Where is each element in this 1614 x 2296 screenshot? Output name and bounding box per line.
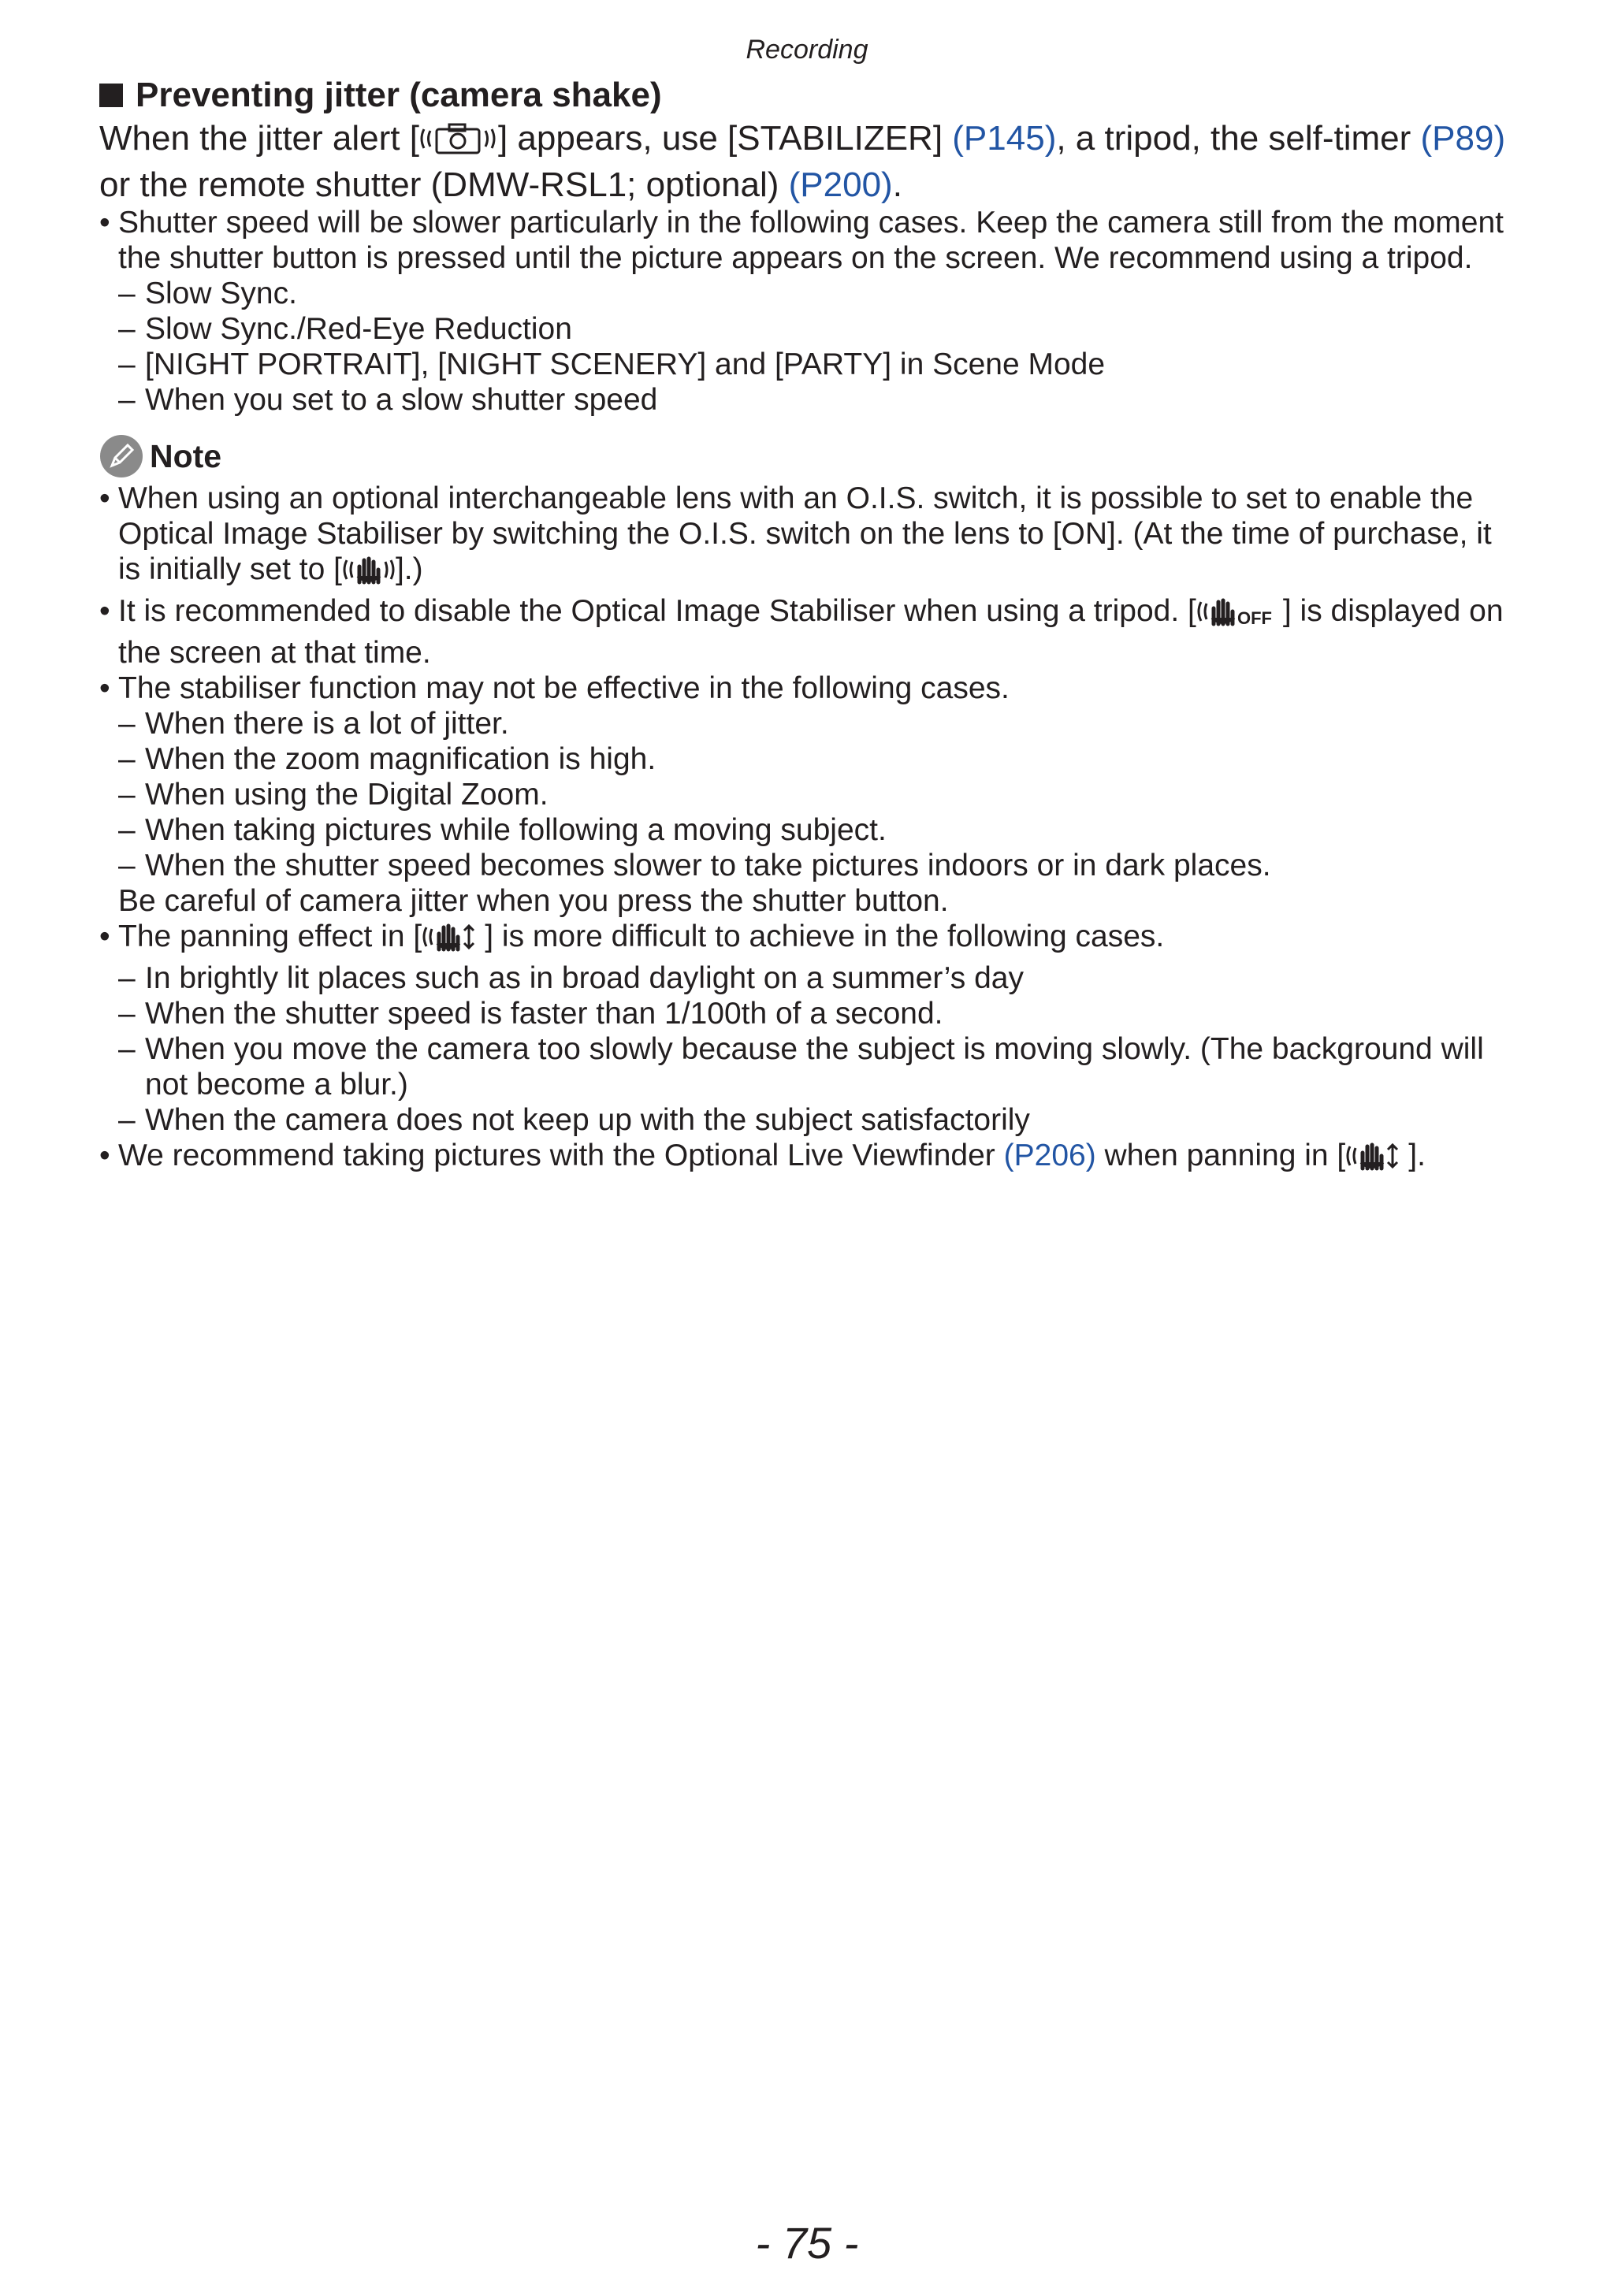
list-item: – When the zoom magnification is high.: [99, 741, 1518, 777]
list-item: – When you move the camera too slowly because the subject is moving slowly. (The background will not become a blur.): [99, 1031, 1518, 1102]
list-item: – When using the Digital Zoom.: [99, 777, 1518, 812]
section-title-text: Preventing jitter (camera shake): [136, 76, 662, 114]
link-p200[interactable]: (P200): [788, 165, 893, 204]
note-pencil-icon: [99, 434, 143, 478]
intro-text-5: .: [892, 165, 902, 204]
list-item: • We recommend taking pictures with the Optional Live Viewfinder (P206) when panning in [ ].: [99, 1138, 1518, 1180]
running-header: Recording: [746, 35, 868, 65]
stabilizer-on-icon: [342, 554, 396, 593]
list-item: • The panning effect in [ ] is more difficult to achieve in the following cases. – In brightly lit places such as in broad daylight on a summer’s day – When the shutter speed is faster than 1/100th of a second. – When you move the camera too slowly because the subject is moving slowly. (The background will not become a blur.) – When the camera does not keep up with the subject satisfactorily: [99, 919, 1518, 1138]
note-list: [99, 481, 1518, 1180]
square-bullet-icon: [99, 84, 123, 107]
list-item: [99, 205, 1518, 418]
list-item: – When the shutter speed is faster than 1/100th of a second.: [99, 996, 1518, 1031]
stabilizer-panning-icon: [1345, 1140, 1408, 1180]
continuation-text: Be careful of camera jitter when you press the shutter button.: [118, 884, 949, 918]
list-item: – When there is a lot of jitter.: [99, 706, 1518, 741]
list-item: • When using an optional interchangeable lens with an O.I.S. switch, it is possible to set to enable the Optical Image Stabiliser by switching the O.I.S. switch on the lens to [ON]. (At the time of purchase, it is initially set to [ ].): [99, 481, 1518, 593]
shutter-speed-list: [99, 205, 1518, 418]
intro-paragraph: [99, 118, 1518, 205]
list-item: – [NIGHT PORTRAIT], [NIGHT SCENERY] and [PARTY] in Scene Mode: [99, 347, 1518, 382]
list-item: – In brightly lit places such as in broad daylight on a summer’s day: [99, 960, 1518, 996]
link-p145[interactable]: (P145): [952, 119, 1057, 158]
note-heading: [99, 432, 1518, 481]
svg-text:OFF: OFF: [1237, 608, 1272, 627]
list-item: – When the camera does not keep up with the subject satisfactorily: [99, 1102, 1518, 1138]
list-item: – When you set to a slow shutter speed: [99, 382, 1518, 418]
page-content: [99, 72, 1518, 1180]
bullet-text: Shutter speed will be slower particularly in the following cases. Keep the camera still from the moment the shutter button is pressed until the picture appears on the screen. We recommend using a tripod.: [118, 206, 1504, 275]
intro-text-1: When the jitter alert [: [99, 119, 419, 158]
page-number: - 75 -: [755, 2218, 859, 2268]
list-item: – Slow Sync./Red-Eye Reduction: [99, 311, 1518, 347]
jitter-alert-icon: [419, 121, 498, 165]
list-item: – Slow Sync.: [99, 276, 1518, 311]
link-p206[interactable]: (P206): [1003, 1139, 1096, 1172]
intro-text-2: ] appears, use [STABILIZER]: [497, 119, 953, 158]
stabilizer-off-icon: [1196, 596, 1283, 635]
list-item: • It is recommended to disable the Optical Image Stabiliser when using a tripod. [ OFF ] is displayed on the screen at that time.: [99, 593, 1518, 671]
intro-text-4: or the remote shutter (DMW-RSL1; optional): [99, 165, 789, 204]
section-title: [99, 72, 1518, 118]
list-item: – When the shutter speed becomes slower to take pictures indoors or in dark places.: [99, 848, 1518, 883]
list-item: • The stabiliser function may not be effective in the following cases. – When there is a lot of jitter. – When the zoom magnification is high. – When using the Digital Zoom. – When taking pictures while following a moving subject. – When the shutter speed becomes slower to take pictures indoors or in dark places. Be careful of camera jitter when you press the shutter button.: [99, 671, 1518, 919]
link-p89[interactable]: (P89): [1420, 119, 1506, 158]
note-heading-text: Note: [150, 437, 222, 474]
stabilizer-panning-icon: [422, 921, 485, 960]
intro-text-3: , a tripod, the self-timer: [1056, 119, 1421, 158]
list-item: – When taking pictures while following a moving subject.: [99, 812, 1518, 848]
